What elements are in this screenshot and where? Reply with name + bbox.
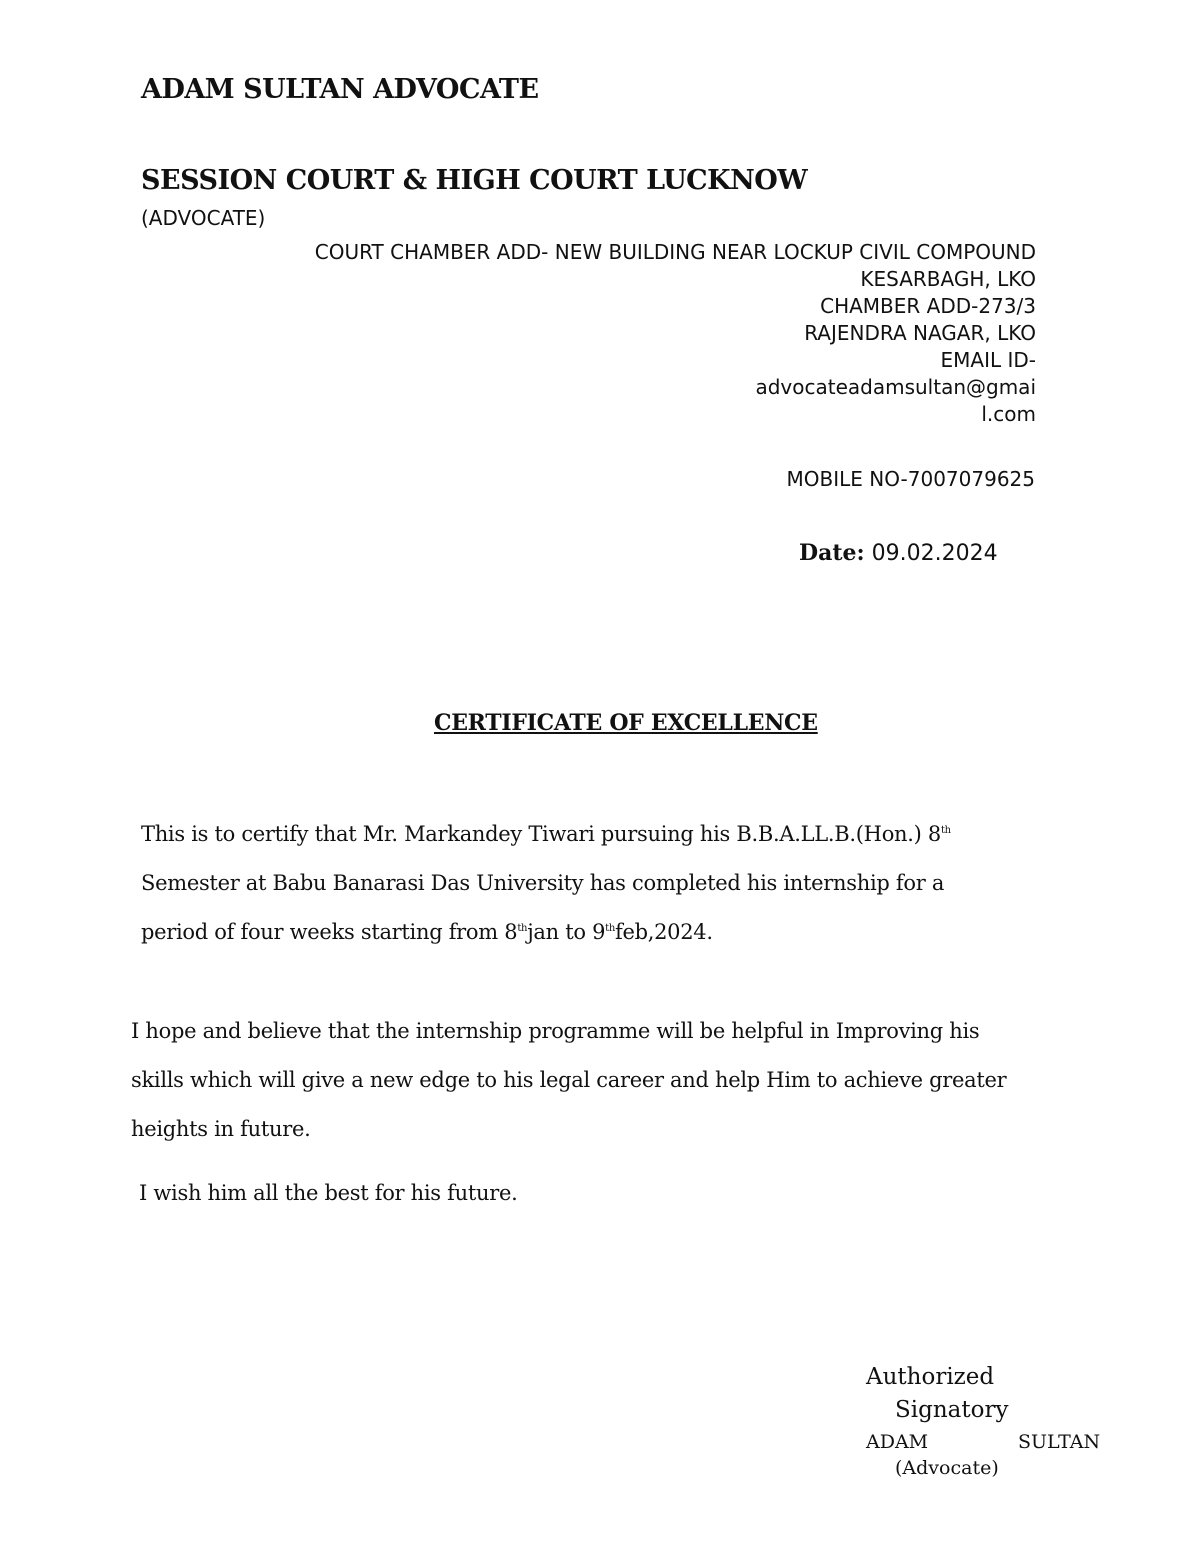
ordinal-suffix: th [940, 825, 951, 836]
letterhead-court: SESSION COURT & HIGH COURT LUCKNOW [141, 165, 808, 196]
body-line [141, 920, 713, 944]
ordinal-suffix: th [605, 923, 615, 934]
date-line [799, 540, 998, 566]
closing-line: I wish him all the best for his future. [139, 1181, 518, 1205]
address-line: COURT CHAMBER ADD- NEW BUILDING NEAR LOCKUP CIVIL COMPOUND [314, 240, 1036, 264]
letterhead-designation: (ADVOCATE) [141, 206, 266, 230]
address-line: RAJENDRA NAGAR, LKO [804, 321, 1036, 345]
signatory-last-name: SULTAN [1018, 1431, 1101, 1453]
body-line: Semester at Babu Banarasi Das University has completed his internship for a [141, 871, 945, 895]
email-address-part1: advocateadamsultan@gmai [755, 375, 1036, 399]
body-line [141, 822, 951, 846]
signatory-first-name: ADAM [866, 1431, 929, 1453]
signatory-label-line1: Authorized [866, 1364, 995, 1390]
address-line: KESARBAGH, LKO [860, 267, 1036, 291]
signatory-role: (Advocate) [895, 1457, 999, 1479]
body-text: period of four weeks starting from 8 [141, 920, 518, 944]
signatory-label-line2: Signatory [895, 1397, 1009, 1423]
ordinal-suffix: th [517, 923, 528, 934]
email-label: EMAIL ID- [940, 348, 1036, 372]
certificate-title: CERTIFICATE OF EXCELLENCE [434, 710, 818, 736]
body-text: feb,2024. [615, 920, 713, 944]
body-line: I hope and believe that the internship programme will be helpful in Improving his [131, 1019, 980, 1043]
email-address-part2: l.com [981, 402, 1036, 426]
address-block [315, 239, 1036, 428]
body-line: heights in future. [131, 1117, 311, 1141]
date-label: Date: [799, 540, 865, 566]
date-value: 09.02.2024 [871, 541, 998, 566]
body-text: This is to certify that Mr. Markandey Tiwari pursuing his B.B.A.LL.B.(Hon.) 8 [141, 822, 941, 846]
mobile-number: MOBILE NO-7007079625 [786, 467, 1035, 491]
letterhead-name: ADAM SULTAN ADVOCATE [141, 74, 539, 105]
body-text: jan to 9 [527, 920, 606, 944]
body-line: skills which will give a new edge to his legal career and help Him to achieve greater [131, 1068, 1007, 1092]
address-line: CHAMBER ADD-273/3 [820, 294, 1036, 318]
